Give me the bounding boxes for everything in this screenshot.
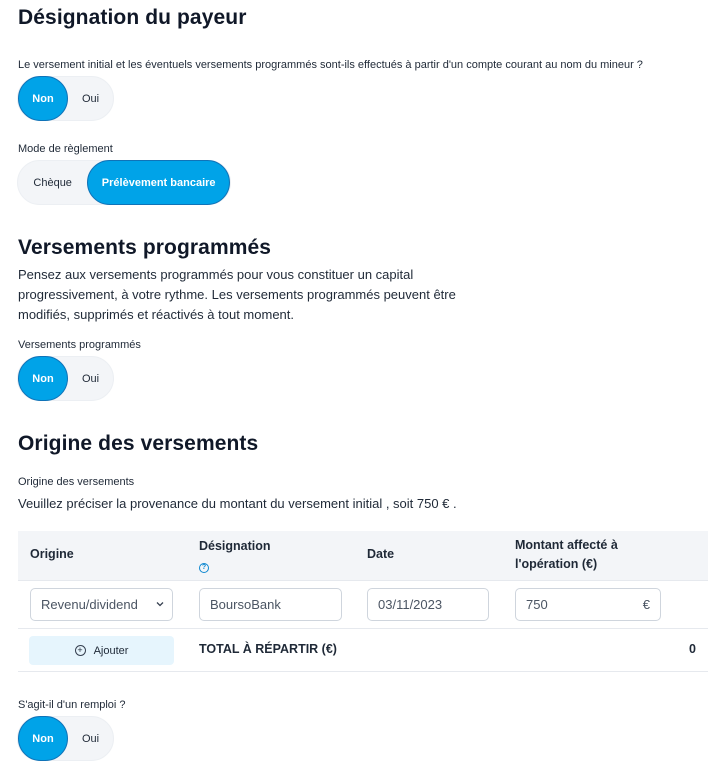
- designation-input[interactable]: BoursoBank: [199, 588, 342, 621]
- total-label: TOTAL À RÉPARTIR (€): [199, 642, 337, 656]
- reuse-label: S'agit-il d'un remploi ?: [18, 699, 126, 711]
- divider: [18, 671, 708, 672]
- origin-select-value: Revenu/dividend: [41, 597, 138, 612]
- divider: [18, 628, 708, 629]
- payer-option-oui[interactable]: Oui: [81, 92, 100, 105]
- help-icon[interactable]: ?: [199, 563, 209, 573]
- col-header-amount-line2: l'opération (€): [515, 557, 598, 571]
- origin-label: Origine des versements: [18, 476, 135, 488]
- col-header-amount-line1: Montant affecté à: [515, 538, 618, 552]
- payment-mode-toggle: [17, 160, 231, 205]
- total-value: 0: [689, 642, 696, 656]
- origin-select[interactable]: [30, 588, 173, 621]
- amount-input[interactable]: [515, 588, 661, 621]
- scheduled-option-non[interactable]: Non: [18, 356, 68, 401]
- col-header-designation-label: Désignation: [199, 539, 271, 553]
- divider: [18, 580, 708, 581]
- add-button-label: Ajouter: [93, 644, 129, 657]
- payment-option-prelevement[interactable]: Prélèvement bancaire: [87, 160, 230, 205]
- add-button[interactable]: [29, 636, 174, 665]
- origin-instruction: Veuillez préciser la provenance du montant du versement initial , soit 750 € .: [18, 496, 457, 511]
- scheduled-option-oui[interactable]: Oui: [81, 372, 100, 385]
- payment-mode-label: Mode de règlement: [18, 143, 113, 155]
- plus-circle-icon: +: [75, 645, 86, 656]
- currency-suffix: €: [642, 597, 650, 612]
- amount-value: 750: [526, 597, 548, 612]
- col-header-designation: [199, 537, 271, 575]
- scheduled-description: Pensez aux versements programmés pour vous constituer un capital progressivement, à votre rythme. Les versements programmés peuvent être modifiés, supprimés et réactivés à tout moment.: [18, 267, 456, 322]
- origin-title: Origine des versements: [18, 432, 259, 455]
- reuse-option-non[interactable]: Non: [18, 716, 68, 761]
- date-input[interactable]: 03/11/2023: [367, 588, 489, 621]
- reuse-toggle: [17, 716, 114, 761]
- scheduled-toggle: [17, 356, 114, 401]
- payer-question: Le versement initial et les éventuels versements programmés sont-ils effectués à partir d'un compte courant au nom du mineur ?: [18, 59, 643, 71]
- payer-title: Désignation du payeur: [18, 6, 247, 29]
- scheduled-title: Versements programmés: [18, 236, 272, 259]
- col-header-origin: Origine: [30, 547, 74, 561]
- col-header-amount: [515, 536, 618, 574]
- payment-option-cheque[interactable]: Chèque: [33, 176, 72, 189]
- reuse-option-oui[interactable]: Oui: [81, 732, 100, 745]
- scheduled-label: Versements programmés: [18, 339, 141, 351]
- col-header-date: Date: [367, 547, 395, 561]
- table-header: [18, 531, 708, 580]
- chevron-down-icon: [156, 600, 164, 608]
- payer-toggle: [17, 76, 114, 121]
- payer-option-non[interactable]: Non: [18, 76, 68, 121]
